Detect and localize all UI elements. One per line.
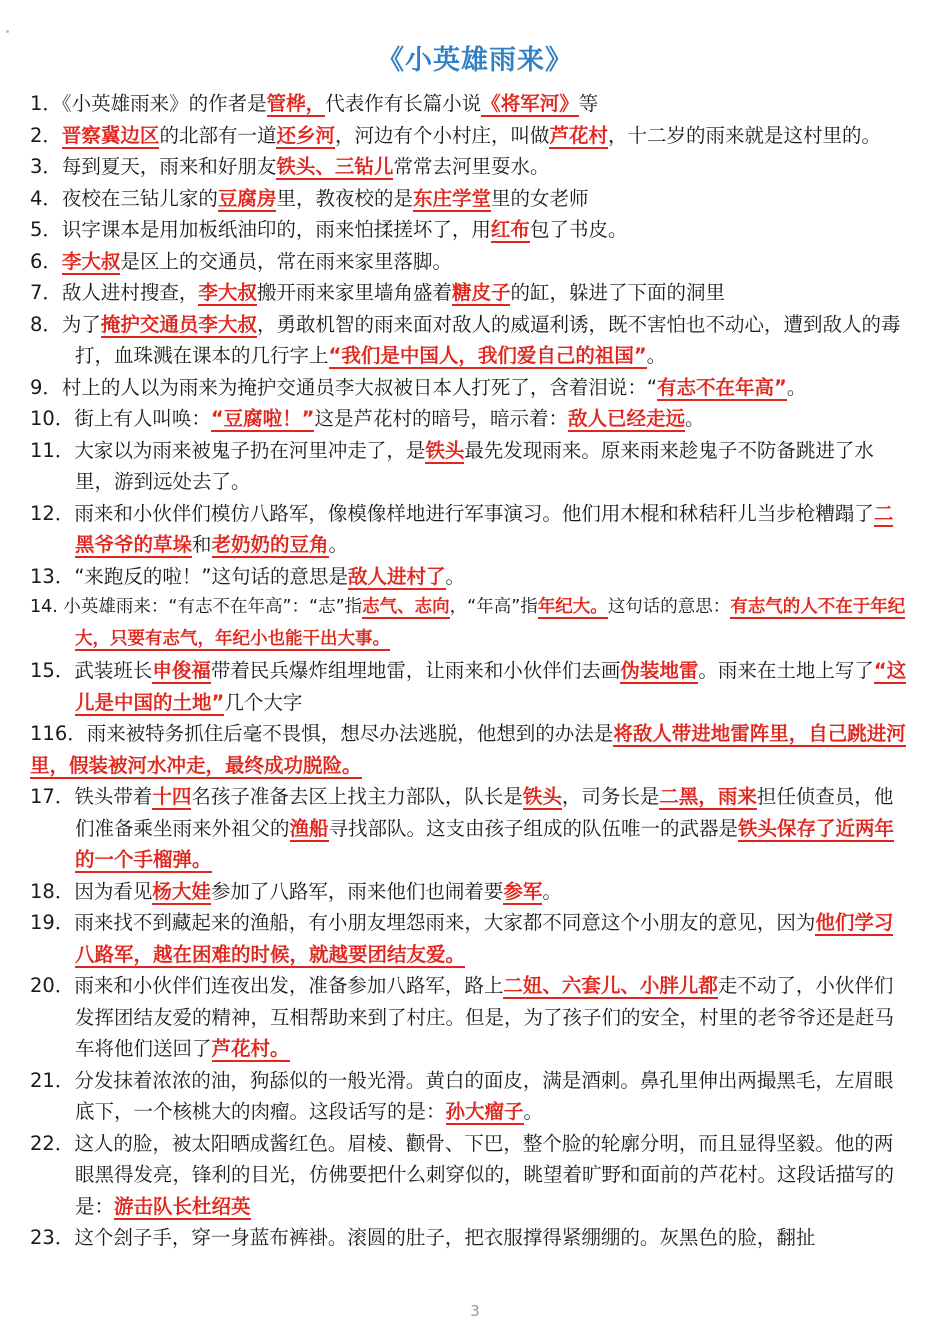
question-item-17 bbox=[30, 781, 910, 876]
question-text: 几个大字 bbox=[224, 690, 303, 714]
page-number: 3 bbox=[470, 1302, 480, 1320]
question-text: 5．识字课本是用加板纸油印的，雨来怕揉搓坏了，用 bbox=[30, 218, 491, 241]
answer-text: “这儿是中国的土地” bbox=[75, 659, 907, 714]
question-text: 19．雨来找不到藏起来的渔船，有小朋友埋怨雨来，大家都不同意这个小朋友的意见，因为 bbox=[30, 911, 816, 934]
question-text: 20．雨来和小伙伴们连夜出发，准备参加八路军，路上 bbox=[30, 974, 504, 997]
answer-text: 志气、志向 bbox=[362, 597, 450, 617]
answer-text: 参军 bbox=[503, 879, 543, 903]
question-text: 。 bbox=[542, 879, 562, 903]
question-text: 9．村上的人以为雨来为掩护交通员李大叔被日本人打死了，含着泪说：“ bbox=[30, 375, 658, 399]
answer-text: 游击队长杜绍英 bbox=[114, 1194, 251, 1218]
question-text: 14. 小英雄雨来：“有志不在年高”：“志”指 bbox=[30, 597, 363, 617]
answer-text: 申俊福 bbox=[152, 659, 211, 682]
question-text: 里的女老师 bbox=[490, 186, 589, 210]
question-text: 23．这个刽子手，穿一身蓝布裤褂。滚圆的肚子，把衣服撑得紧绷绷的。灰黑色的脸，翻扯 bbox=[30, 1226, 816, 1249]
answer-text: 芦花村 bbox=[549, 123, 608, 147]
answer-text: 十四 bbox=[152, 785, 192, 808]
question-text: 里，教夜校的是 bbox=[276, 186, 413, 210]
question-text: 的北部有一道 bbox=[159, 123, 277, 147]
answer-text: 铁头、三钻儿 bbox=[276, 155, 394, 178]
question-item-20 bbox=[30, 970, 910, 1065]
question-text: 4．夜校在三钻儿家的 bbox=[30, 186, 218, 210]
question-text: 21．分发抹着浓浓的油，狗舔似的一般光滑。黄白的面皮，满是酒刺。鼻孔里伸出两撮黑毛，左眉眼底下，一个核桃大的肉瘤。这段话写的是： bbox=[30, 1068, 894, 1123]
answer-text: 有志气的人不在于年纪大，只要有志气，年纪小也能干出大事。 bbox=[75, 597, 906, 649]
question-text: 。 bbox=[685, 407, 705, 430]
question-text: ，十二岁的雨来就是这村里的。 bbox=[608, 123, 882, 147]
answer-text: 糖皮子 bbox=[451, 281, 511, 304]
answer-text: 他们学习八路军，越在困难的时候，就越要团结友爱。 bbox=[75, 911, 894, 966]
question-item-4 bbox=[30, 183, 910, 215]
question-text: 1．《小英雄雨来》的作者是 bbox=[30, 92, 267, 115]
question-text: 2． bbox=[30, 123, 62, 147]
question-text: 走不动了，小伙伴们发挥团结友爱的精神，互相帮助来到了村庄。但是，为了孩子们的安全，村里的老爷爷还是赶马车将他们送回了 bbox=[75, 974, 895, 1060]
question-item-3 bbox=[30, 151, 910, 183]
question-item-6 bbox=[30, 246, 910, 278]
question-list bbox=[30, 88, 910, 1254]
question-item-23 bbox=[30, 1222, 910, 1254]
question-text: 13．“来跑反的啦！”这句话的意思是 bbox=[30, 564, 349, 588]
question-text: 的缸，躲进了下面的洞里 bbox=[510, 281, 725, 304]
question-text: 18．因为看见 bbox=[30, 879, 153, 903]
question-text: 这句话的意思： bbox=[607, 597, 731, 617]
answer-text: 豆腐房 bbox=[217, 186, 277, 210]
answer-text: 芦花村。 bbox=[211, 1037, 290, 1060]
answer-text: 铁头 bbox=[522, 785, 562, 808]
question-text: 3．每到夏天，雨来和好朋友 bbox=[30, 155, 277, 178]
question-text: ，司务长是 bbox=[561, 785, 660, 808]
question-text: 116．雨来被特务抓住后毫不畏惧，想尽办法逃脱，他想到的办法是 bbox=[30, 722, 614, 745]
question-item-8 bbox=[30, 309, 910, 372]
corner-mark bbox=[6, 30, 9, 33]
question-item-15 bbox=[30, 655, 910, 718]
answer-text: 敌人进村了 bbox=[348, 564, 446, 588]
question-text: 这是芦花村的暗号，暗示着： bbox=[314, 407, 568, 430]
question-text: 。 bbox=[786, 375, 807, 399]
question-text: 等 bbox=[578, 92, 599, 115]
answer-text: 将敌人带进地雷阵里，自己跳进河里，假装被河水冲走，最终成功脱险。 bbox=[30, 722, 906, 777]
answer-text: 二黑爷爷的草垛 bbox=[75, 501, 894, 556]
answer-text: 李大叔 bbox=[61, 249, 121, 273]
question-text: 参加了八路军，雨来他们也闹着要 bbox=[210, 879, 504, 903]
question-item-5 bbox=[30, 214, 910, 246]
question-item-11 bbox=[30, 435, 910, 498]
page-title: 《小英雄雨来》 bbox=[377, 45, 573, 76]
question-text: 搬开雨来家里墙角盛着 bbox=[256, 281, 452, 304]
question-text: 10．街上有人叫唤： bbox=[30, 407, 211, 430]
answer-text: 杨大娃 bbox=[152, 879, 211, 903]
answer-text: “豆腐啦！” bbox=[210, 407, 315, 430]
question-text: ，河边有个小村庄，叫做 bbox=[334, 123, 550, 147]
question-text: 22．这人的脸，被太阳晒成酱红色。眉棱、颧骨、下巴，整个脸的轮廓分明，而且显得坚毅。他的两眼黑得发亮，锋利的目光，仿佛要把什么刺穿似的，眺望着旷野和面前的芦花村。这段话描写的是： bbox=[30, 1131, 895, 1218]
question-text: 。 bbox=[646, 344, 667, 367]
answer-text: 二妞、六套儿、小胖儿都 bbox=[503, 974, 718, 997]
question-text: 。 bbox=[328, 533, 349, 556]
answer-text: 有志不在年高” bbox=[657, 375, 787, 399]
question-text: 。雨来在土地上写了 bbox=[698, 659, 874, 682]
answer-text: 伪装地雷 bbox=[620, 659, 699, 682]
question-item-21 bbox=[30, 1065, 910, 1128]
question-item-16 bbox=[30, 718, 910, 781]
question-text: 7．敌人进村搜查， bbox=[30, 281, 199, 304]
answer-text: 老奶奶的豆角 bbox=[211, 533, 329, 556]
question-text: 是区上的交通员，常在雨来家里落脚。 bbox=[120, 249, 452, 273]
question-item-10 bbox=[30, 403, 910, 435]
answer-text: 李大叔 bbox=[198, 281, 257, 304]
question-text: 常常去河里耍水。 bbox=[393, 155, 550, 178]
question-text: 12．雨来和小伙伴们模仿八路军，像模像样地进行军事演习。他们用木棍和秫秸秆儿当步枪糟蹋了 bbox=[30, 501, 874, 525]
answer-text: “我们是中国人，我们爱自己的祖国” bbox=[328, 344, 647, 367]
answer-text: 二黑，雨来 bbox=[659, 785, 757, 808]
question-item-22 bbox=[30, 1128, 910, 1223]
question-text: 11．大家以为雨来被鬼子扔在河里冲走了，是 bbox=[30, 438, 426, 462]
question-text: 包了书皮。 bbox=[529, 218, 628, 241]
question-item-9 bbox=[30, 372, 910, 404]
question-text: 和 bbox=[192, 533, 212, 556]
question-item-1 bbox=[30, 88, 910, 120]
question-item-13 bbox=[30, 561, 910, 593]
question-item-12 bbox=[30, 498, 910, 561]
answer-text: 东庄学堂 bbox=[412, 186, 491, 210]
answer-text: 还乡河 bbox=[276, 123, 335, 147]
question-text: 名孩子准备去区上找主力部队，队长是 bbox=[191, 785, 523, 808]
question-text: 。 bbox=[523, 1100, 544, 1123]
answer-text: 铁头 bbox=[425, 438, 465, 462]
answer-text: 晋察冀边区 bbox=[61, 123, 160, 147]
answer-text: 铁头保存了近两年的一个手榴弹。 bbox=[75, 816, 895, 871]
question-text: 担任侦查员，他们准备乘坐雨来外祖父的 bbox=[75, 785, 894, 840]
answer-text: 孙大瘤子 bbox=[445, 1100, 524, 1123]
question-item-7 bbox=[30, 277, 910, 309]
answer-text: 《将军河》 bbox=[481, 92, 579, 115]
question-text: 。 bbox=[445, 564, 466, 588]
question-text: ，“年高”指 bbox=[449, 597, 538, 617]
question-item-14 bbox=[30, 592, 910, 655]
answer-text: 红布 bbox=[490, 218, 530, 241]
answer-text: 年纪大。 bbox=[537, 597, 608, 617]
question-item-19 bbox=[30, 907, 910, 970]
question-text: 最先发现雨来。原来雨来趁鬼子不防备跳进了水里，游到远处去了。 bbox=[75, 438, 874, 493]
question-text: ，勇敢机智的雨来面对敌人的威逼利诱，既不害怕也不动心，遭到敌人的毒打，血珠溅在课本的几行字上 bbox=[75, 312, 901, 367]
question-text: 8．为了 bbox=[30, 312, 101, 336]
question-item-2 bbox=[30, 120, 910, 152]
question-item-18 bbox=[30, 876, 910, 908]
answer-text: 管桦， bbox=[266, 92, 326, 115]
answer-text: 敌人已经走远 bbox=[567, 407, 685, 430]
question-text: 寻找部队。这支由孩子组成的队伍唯一的武器是 bbox=[328, 816, 739, 840]
question-text: 带着民兵爆炸组埋地雷，让雨来和小伙伴们去画 bbox=[210, 659, 621, 682]
question-text: 6． bbox=[30, 249, 62, 273]
question-text: 17．铁头带着 bbox=[30, 785, 153, 808]
question-text: 代表作有长篇小说 bbox=[325, 92, 482, 115]
answer-text: 渔船 bbox=[289, 816, 329, 840]
question-text: 15．武装班长 bbox=[30, 659, 153, 682]
answer-text: 掩护交通员李大叔 bbox=[100, 312, 257, 336]
